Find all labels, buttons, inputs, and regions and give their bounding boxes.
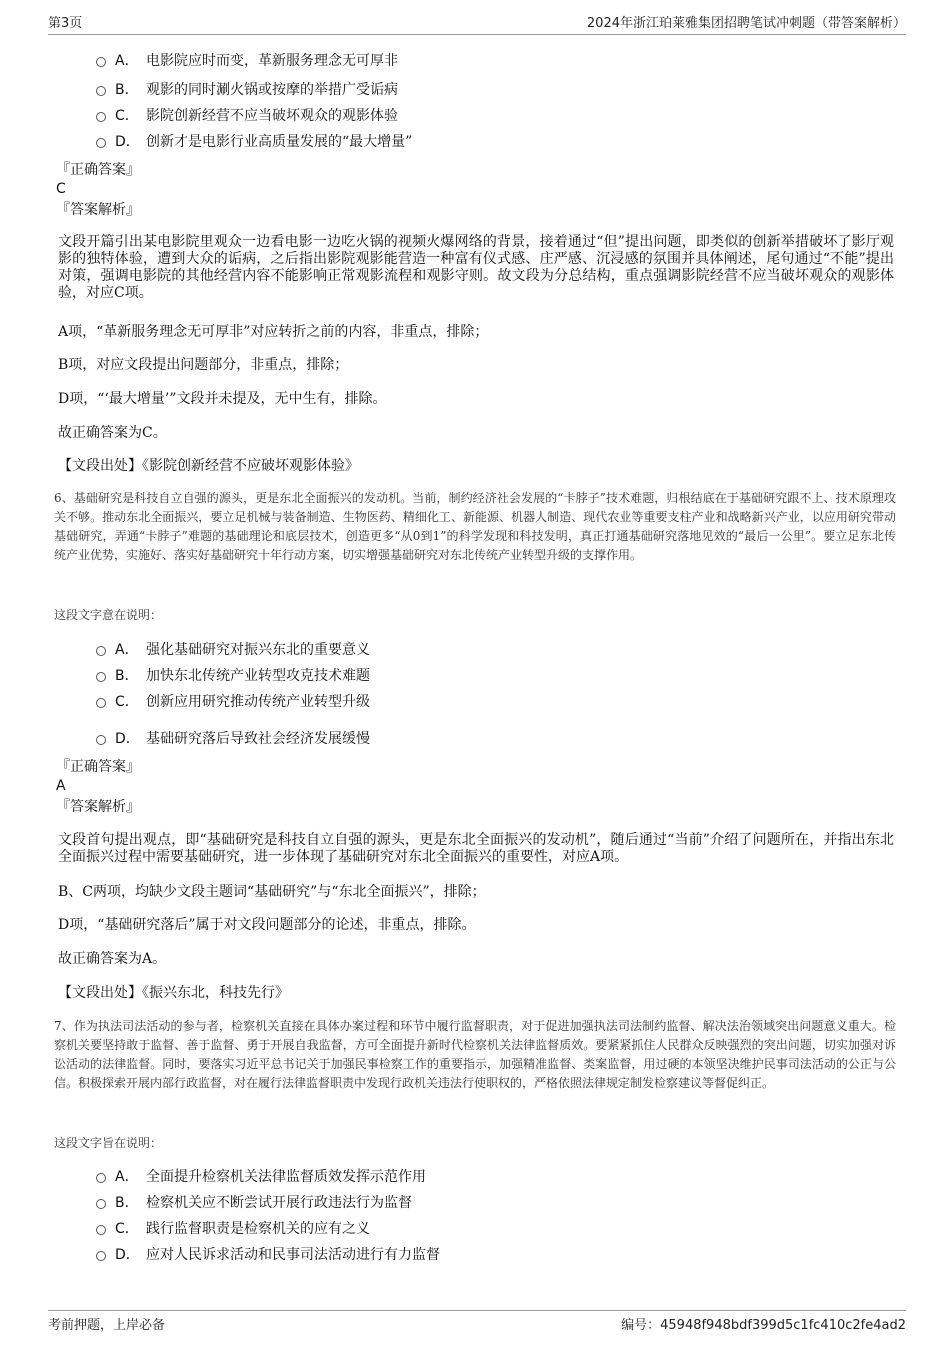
code-label: 编号：: [621, 1318, 661, 1333]
q6-note-bc: B、C两项，均缺少文段主题词“基础研究”与“东北全面振兴”，排除；: [58, 884, 486, 900]
q5-option-d[interactable]: D． 创新才是电影行业高质量发展的“最大增量”: [96, 132, 412, 152]
q5-analysis: 文段开篇引出某电影院里观众一边看电影一边吃火锅的视频火爆网络的背景，接着通过“但”提出问题，即类似的创新举措破坏了影厅观影的独特体验，遭到大众的诟病，之后指出影院观影能营造一种富有仪式感、庄严感、沉浸感的氛围并具体阐述，尾句通过“不能”提出对策，强调电影院的其他经营内容不能影响正常观影流程和观影守则。故文段为分总结构，重点强调影院经营不应当破坏观众的观影体验，对应C项。: [58, 234, 894, 301]
q5-source: 【文段出处】《影院创新经营不应破坏观影体验》: [58, 458, 359, 474]
radio-icon[interactable]: [96, 735, 106, 745]
q5-note-d: D项，“‘最大增量’”文段并未提及，无中生有，排除。: [58, 391, 387, 407]
q7-option-d[interactable]: D． 应对人民诉求活动和民事司法活动进行有力监督: [96, 1245, 440, 1265]
q5-note-a: A项，“革新服务理念无可厚非”对应转折之前的内容，非重点，排除；: [58, 324, 489, 340]
q5-option-c[interactable]: C． 影院创新经营不应当破坏观众的观影体验: [96, 106, 398, 126]
radio-icon[interactable]: [96, 672, 106, 682]
q6-note-d: D项，“基础研究落后”属于对文段问题部分的论述，非重点，排除。: [58, 917, 476, 933]
page-number: 第3页: [48, 16, 83, 31]
radio-icon[interactable]: [96, 57, 106, 67]
radio-icon[interactable]: [96, 1225, 106, 1235]
q5-answer: C: [56, 181, 66, 197]
q7-stem: 7、作为执法司法活动的参与者，检察机关直接在具体办案过程和环节中履行监督职责，对于促进加强执法司法制约监督、解决法治领域突出问题意义重大。检察机关要坚持敢于监督、善于监督、勇于开展自我监督，方可全面提升新时代检察机关法律监督质效。要紧紧抓住人民群众反映强烈的突出问题，切实加强对诉讼活动的法律监督。同时，要落实习近平总书记关于加强民事检察工作的重要指示，加强精准监督、类案监督，用过硬的本领坚决维护民事司法活动的公正与公信。积极探索开展内部行政监督，对在履行法律监督职责中发现行政机关违法行使职权的，严格依照法律规定制发检察建议等督促纠正。: [54, 1019, 896, 1090]
page-footer: [48, 1310, 906, 1338]
q7-option-a[interactable]: A． 全面提升检察机关法律监督质效发挥示范作用: [96, 1167, 426, 1187]
radio-icon[interactable]: [96, 698, 106, 708]
q5-conclusion: 故正确答案为C。: [58, 425, 167, 441]
q6-source: 【文段出处】《振兴东北，科技先行》: [58, 985, 289, 1001]
page-header: [48, 12, 906, 35]
q6-option-a[interactable]: A． 强化基础研究对振兴东北的重要意义: [96, 640, 370, 660]
document-title: 2024年浙江珀莱雅集团招聘笔试冲刺题（带答案解析）: [586, 16, 906, 31]
q6-option-b[interactable]: B． 加快东北传统产业转型攻克技术难题: [96, 666, 370, 686]
q7-option-b[interactable]: B． 检察机关应不断尝试开展行政违法行为监督: [96, 1193, 412, 1213]
q7-question: 这段文字旨在说明：: [54, 1136, 163, 1150]
q6-analysis: 文段首句提出观点，即“基础研究是科技自立自强的源头，更是东北全面振兴的发动机”，随后通过“当前”介绍了问题所在，并指出东北全面振兴过程中需要基础研究，进一步体现了基础研究对东北全面振兴的重要性，对应A项。: [58, 832, 894, 865]
q6-option-c[interactable]: C． 创新应用研究推动传统产业转型升级: [96, 692, 370, 712]
radio-icon[interactable]: [96, 646, 106, 656]
q5-analysis-label: 『答案解析』: [56, 202, 140, 218]
q6-option-d[interactable]: D． 基础研究落后导致社会经济发展缓慢: [96, 729, 370, 749]
radio-icon[interactable]: [96, 1251, 106, 1261]
code-value: 45948f948bdf399d5c1fc410c2fe4ad2: [660, 1318, 906, 1333]
radio-icon[interactable]: [96, 138, 106, 148]
q7-option-c[interactable]: C． 践行监督职责是检察机关的应有之义: [96, 1219, 370, 1239]
q6-answer: A: [56, 778, 66, 794]
q5-option-a[interactable]: A． 电影院应时而变，革新服务理念无可厚非: [96, 51, 398, 71]
q6-question: 这段文字意在说明：: [54, 608, 163, 622]
q5-answer-label: 『正确答案』: [56, 162, 140, 178]
q6-conclusion: 故正确答案为A。: [58, 951, 167, 967]
document-code: [621, 1314, 906, 1333]
radio-icon[interactable]: [96, 86, 106, 96]
q5-note-b: B项，对应文段提出问题部分，非重点，排除；: [58, 357, 349, 373]
q6-analysis-label: 『答案解析』: [56, 799, 140, 815]
radio-icon[interactable]: [96, 1173, 106, 1183]
q5-option-b[interactable]: B． 观影的同时涮火锅或按摩的举措广受诟病: [96, 80, 398, 100]
q6-answer-label: 『正确答案』: [56, 759, 140, 775]
radio-icon[interactable]: [96, 1199, 106, 1209]
radio-icon[interactable]: [96, 112, 106, 122]
footer-slogan: 考前押题，上岸必备: [48, 1318, 166, 1333]
q6-stem: 6、基础研究是科技自立自强的源头，更是东北全面振兴的发动机。当前，制约经济社会发展的“卡脖子”技术难题，归根结底在于基础研究跟不上、技术原理攻关不够。推动东北全面振兴，要立足机械与装备制造、生物医药、精细化工、新能源、机器人制造、现代农业等重要支柱产业和战略新兴产业，以应用研究带动基础研究，弄通“卡脖子”难题的基础理论和底层技术，创造更多“从0到1”的科学发现和科技发明，真正打通基础研究落地见效的“最后一公里”。要立足东北传统产业优势，实施好、落实好基础研究十年行动方案，切实增强基础研究对东北传统产业转型升级的支撑作用。: [54, 491, 896, 562]
